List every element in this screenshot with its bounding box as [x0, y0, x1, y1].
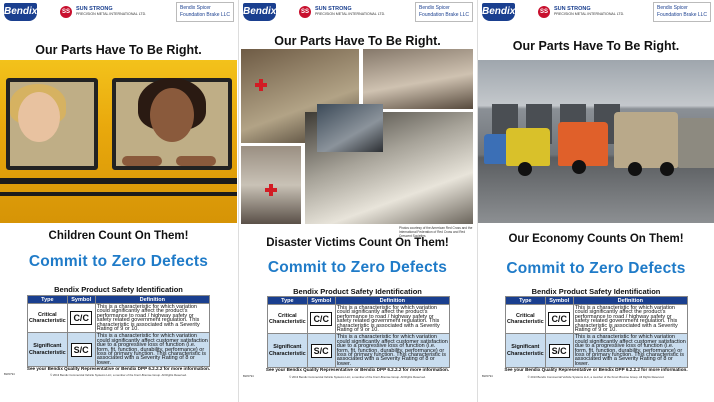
- sunstrong-logo-icon: SS: [60, 6, 72, 18]
- col-symbol: Symbol: [307, 297, 335, 305]
- header: [0, 0, 237, 26]
- truck-wheel: [518, 162, 532, 176]
- headline: Our Parts Have To Be Right.: [274, 34, 441, 48]
- table-row: [268, 334, 450, 368]
- psi-title: Bendix Product Safety Identification: [531, 287, 661, 296]
- type-cell: Significant Characteristic: [28, 333, 68, 367]
- bendix-spicer-logo: [415, 2, 473, 22]
- type-cell: Critical Characteristic: [268, 305, 308, 334]
- copyright: © 2013 Bendix Commercial Vehicle Systems LLC, a member of the Knorr-Bremse Group. All Rights Reserved.: [50, 373, 187, 377]
- orange-truck: [558, 122, 608, 166]
- table-row: [506, 305, 688, 334]
- tagline: Our Economy Counts On Them!: [508, 233, 684, 245]
- header: [478, 0, 714, 26]
- truck-wheel: [628, 162, 642, 176]
- table-row: [28, 304, 210, 333]
- child-face: [18, 92, 60, 142]
- headline: Our Parts Have To Be Right.: [35, 43, 202, 57]
- sunstrong-logo-icon: SS: [299, 6, 311, 18]
- bsf-line2: Foundation Brake LLC: [657, 12, 708, 18]
- bsf-line1: Bendix Spicer: [180, 5, 211, 11]
- psi-table: [267, 296, 450, 368]
- sunstrong-subtitle: PRECISION METAL INTERNATIONAL LTD.: [76, 12, 147, 16]
- col-type: Type: [28, 296, 68, 304]
- bendix-logo: Bendix: [482, 3, 515, 21]
- col-definition: Definition: [95, 296, 209, 304]
- child-arm: [122, 156, 162, 166]
- col-type: Type: [506, 297, 546, 305]
- bsf-line2: Foundation Brake LLC: [180, 12, 231, 18]
- table-row: [28, 333, 210, 367]
- tagline: Children Count On Them!: [48, 230, 189, 242]
- col-definition: Definition: [335, 297, 449, 305]
- bus-stripe: [0, 178, 237, 184]
- copyright: © 2013 Bendix Commercial Vehicle Systems LLC, a member of the Knorr-Bremse Group. All Rights Reserved.: [289, 375, 426, 379]
- col-symbol: Symbol: [67, 296, 95, 304]
- table-row: [268, 305, 450, 334]
- bus-stripe: [0, 192, 237, 196]
- doc-code: BW2794: [4, 372, 15, 376]
- sc-symbol: S/C: [311, 344, 332, 358]
- aid-workers-photo: [317, 104, 383, 152]
- cc-symbol: C/C: [548, 312, 570, 326]
- poster-disaster: [238, 0, 476, 402]
- definition-cell: This is a characteristic for which variation could significantly affect customer satisfaction due to a progressive loss of function (i.e. form, fit, function, durability, performance) or loss of primary function. This characteristic is associated with a Severity Rating of 8 or lower.: [96, 333, 208, 366]
- table-row: [506, 334, 688, 368]
- bsf-line2: Foundation Brake LLC: [419, 12, 470, 18]
- red-cross-volunteer-photo: [241, 146, 301, 224]
- photo-courtesy: Photos courtesy of the American Red Cross and the International Federation of Red Cross and Red Crescent Societies: [399, 226, 473, 238]
- col-symbol: Symbol: [545, 297, 573, 305]
- volunteer-carrying-photo: [363, 49, 473, 109]
- trucks-at-dock-photo: [478, 60, 714, 223]
- school-bus-children-photo: [0, 60, 237, 223]
- bsf-line1: Bendix Spicer: [419, 5, 450, 11]
- sunstrong-name: SUN STRONG: [554, 6, 591, 12]
- header: [239, 0, 476, 26]
- commit-heading: Commit to Zero Defects: [506, 260, 686, 277]
- cc-symbol: C/C: [70, 311, 92, 325]
- truck-wheel: [572, 160, 586, 174]
- commit-heading: Commit to Zero Defects: [28, 253, 209, 270]
- bendix-logo: Bendix: [4, 3, 37, 21]
- doc-code: BW2794: [243, 374, 254, 378]
- footer-note: See your Bendix Quality Representative or Bendix DPP 6.2.2.2 for more information.: [265, 367, 450, 372]
- bendix-spicer-logo: [176, 2, 234, 22]
- definition-cell: This is a characteristic for which variation could significantly affect the product's performance to road / highway safety or safety related government regulation. This characteristic is associated with a Severity Rating of 9 or 10.: [95, 304, 209, 333]
- sunstrong-name: SUN STRONG: [76, 6, 113, 12]
- doc-code: BW2794: [482, 374, 493, 378]
- yellow-truck: [506, 128, 550, 166]
- tan-truck: [614, 112, 678, 168]
- tagline: Disaster Victims Count On Them!: [266, 237, 449, 249]
- truck-wheel: [660, 162, 674, 176]
- type-cell: Significant Characteristic: [268, 334, 308, 368]
- cc-symbol: C/C: [310, 312, 332, 326]
- red-cross-icon: [265, 184, 277, 196]
- bendix-spicer-logo: [653, 2, 711, 22]
- footer-note: See your Bendix Quality Representative or Bendix DPP 6.2.2.2 for more information.: [504, 367, 688, 372]
- child-face: [150, 88, 194, 142]
- poster-economy: [477, 0, 714, 402]
- sc-symbol: S/C: [549, 344, 570, 358]
- poster-children: [0, 0, 237, 402]
- sunstrong-subtitle: PRECISION METAL INTERNATIONAL LTD.: [315, 12, 386, 16]
- red-cross-icon: [255, 79, 267, 91]
- headline: Our Parts Have To Be Right.: [512, 39, 680, 53]
- definition-cell: This is a characteristic for which variation could significantly affect customer satisfaction due to a progressive loss of function (i.e. form, fit, function, durability, performance) or loss of primary function. This characteristic is associated with a Severity Rating of 8 or lower.: [574, 334, 686, 367]
- commit-heading: Commit to Zero Defects: [267, 259, 448, 276]
- sunstrong-logo-icon: SS: [538, 6, 550, 18]
- footer-note: See your Bendix Quality Representative or Bendix DPP 6.2.2.2 for more information.: [26, 366, 211, 371]
- psi-title: Bendix Product Safety Identification: [293, 287, 422, 296]
- sunstrong-subtitle: PRECISION METAL INTERNATIONAL LTD.: [554, 12, 625, 16]
- col-definition: Definition: [573, 297, 687, 305]
- type-cell: Critical Characteristic: [28, 304, 68, 333]
- definition-cell: This is a characteristic for which variation could significantly affect the product's performance to road / highway safety or safety related government regulation. This characteristic is associated with a Severity Rating of 9 or 10.: [335, 305, 449, 334]
- grey-truck: [678, 118, 714, 168]
- bsf-line1: Bendix Spicer: [657, 5, 688, 11]
- type-cell: Significant Characteristic: [506, 334, 546, 368]
- child-arm: [176, 156, 216, 166]
- psi-table: [27, 295, 210, 367]
- sunstrong-name: SUN STRONG: [315, 6, 352, 12]
- sc-symbol: S/C: [71, 343, 92, 357]
- definition-cell: This is a characteristic for which variation could significantly affect the product's performance to road / highway safety or safety related government regulation. This characteristic is associated with a Severity Rating of 9 or 10.: [573, 305, 687, 334]
- copyright: © 2013 Bendix Commercial Vehicle Systems LLC, a member of the Knorr-Bremse Group. All Rights Reserved.: [527, 375, 665, 379]
- psi-table: [505, 296, 688, 368]
- bendix-logo: Bendix: [243, 3, 276, 21]
- type-cell: Critical Characteristic: [506, 305, 546, 334]
- col-type: Type: [268, 297, 308, 305]
- definition-cell: This is a characteristic for which variation could significantly affect customer satisfaction due to a progressive loss of function (i.e. form, fit, function, durability, performance) or loss of primary function. This characteristic is associated with a Severity Rating of 8 or lower.: [336, 334, 448, 367]
- psi-title: Bendix Product Safety Identification: [54, 285, 183, 294]
